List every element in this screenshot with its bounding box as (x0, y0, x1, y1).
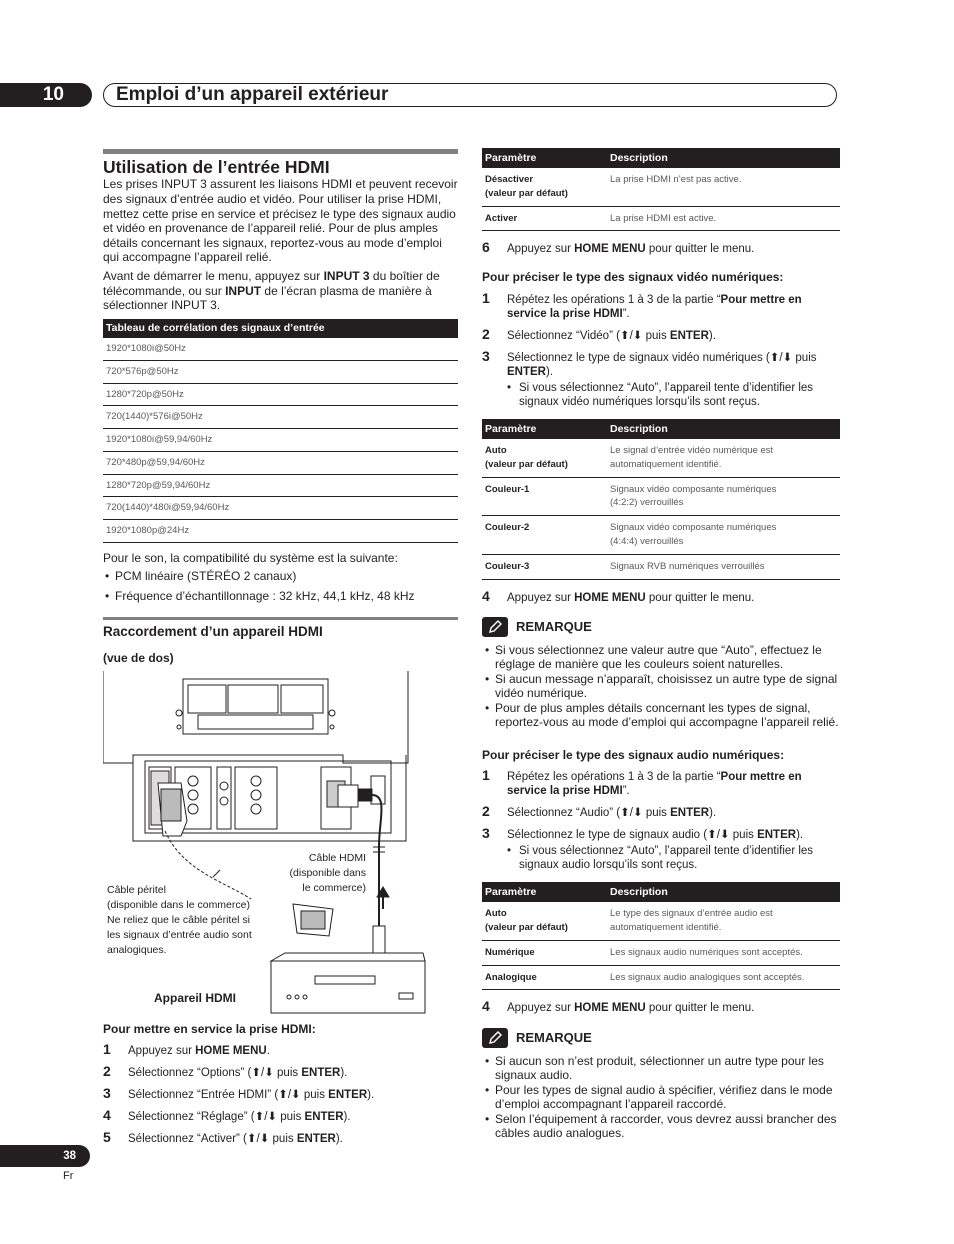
list-item: • Si aucun message n’apparaît, choisissez un autre type de signal vidéo numérique. (482, 672, 840, 700)
audio-step-3: 3 Sélectionnez le type de signaux audio (⬆/⬇ puis ENTER). (482, 825, 804, 842)
hdmi-device-label: Appareil HDMI (154, 990, 237, 1005)
list-item: • Pour de plus amples détails concernant les types de signal, reportez-vous au mode d’emploi qui accompagne l’appareil relié. (482, 701, 840, 729)
left-column (103, 147, 458, 1147)
step-2: 2 Sélectionnez “Options” (⬆/⬇ puis ENTER). (103, 1063, 348, 1080)
audio-steps-title: Pour préciser le type des signaux audio numériques: (482, 747, 785, 762)
audio-step-4: 4 Appuyez sur HOME MENU pour quitter le menu. (482, 998, 755, 1015)
video-signal-table: Paramètre Description Auto (valeur par défaut) Le signal d’entrée vidéo numérique est automatiquement identifié. Couleur-1 Signaux vidéo composante numériques (4:2:2) verrouillés Couleur-2 Signaux vidéo composante numériques (4:4:4) verrouillés Couleur-3 Signaux RVB numériques verrouillés (482, 419, 840, 579)
subsection-title: Raccordement d’un appareil HDMI (103, 624, 323, 640)
hdmi-setting-table: Paramètre Description Désactiver (valeur par défaut) La prise HDMI n’est pas active. Activer La prise HDMI est active. (482, 148, 840, 231)
arrow-up-down-icon: ⬆/⬇ (254, 1111, 278, 1124)
section-title: Utilisation de l’entrée HDMI (103, 157, 330, 177)
list-item: • Si vous sélectionnez une valeur autre que “Auto”, effectuez le réglage de manière que les couleurs soient naturelles. (482, 643, 840, 671)
table-row: Numérique Les signaux audio numériques sont acceptés. (482, 940, 840, 965)
table-row: 1280*720p@59,94/60Hz (103, 474, 458, 497)
table-row: Analogique Les signaux audio analogiques sont acceptés. (482, 965, 840, 990)
arrow-up-down-icon: ⬆/⬇ (246, 1133, 270, 1146)
list-item: • Fréquence d’échantillonnage : 32 kHz, 44,1 kHz, 48 kHz (103, 589, 458, 604)
note-pencil-icon (482, 1028, 508, 1048)
subsection-rule (103, 617, 458, 620)
sound-list (103, 569, 458, 603)
step-1: 1 Appuyez sur HOME MENU. (103, 1041, 270, 1058)
audio-notes (482, 1054, 840, 1141)
language-code: Fr (63, 1170, 74, 1182)
note-header: REMARQUE (482, 1028, 840, 1048)
audio-step-2: 2 Sélectionnez “Audio” (⬆/⬇ puis ENTER). (482, 803, 717, 820)
arrow-up-down-icon: ⬆/⬇ (620, 807, 643, 820)
table-row: Couleur-2 Signaux vidéo composante numériques (4:4:4) verrouillés (482, 516, 840, 555)
note-header: REMARQUE (482, 617, 840, 637)
video-step-3: 3 Sélectionnez le type de signaux vidéo numériques (⬆/⬇ puis ENTER). (482, 348, 817, 379)
intro-paragraph: Les prises INPUT 3 assurent les liaisons HDMI et peuvent recevoir des signaux d’entrée audio et vidéo. Pour utiliser la prise HDMI, mettez cette prise en service et précisez le type des signaux audio et vidéo en provenance de l’appareil relié. Pour de plus amples détails concernant les signaux, reportez-vous au mode d’emploi qui accompagne l’appareil relié. (103, 177, 458, 265)
video-notes (482, 643, 840, 730)
table-row: 1280*720p@50Hz (103, 383, 458, 406)
list-item: • Selon l’équipement à raccorder, vous devrez aussi brancher des câbles audio analogues. (482, 1112, 840, 1140)
step-4: 4 Sélectionnez “Réglage” (⬆/⬇ puis ENTER). (103, 1107, 351, 1124)
table-row: Activer La prise HDMI est active. (482, 206, 840, 231)
step-3: 3 Sélectionnez “Entrée HDMI” (⬆/⬇ puis ENTER). (103, 1085, 375, 1102)
scart-cable-label: Câble péritel (disponible dans le commerce) Ne reliez que le câble péritel si les signaux d’entrée audio sont analogiques. (107, 883, 252, 957)
video-step-1: 1 Répétez les opérations 1 à 3 de la partie “Pour mettre en service la prise HDMI”. (482, 290, 802, 321)
table-row: 1920*1080p@24Hz (103, 519, 458, 542)
audio-signal-table: Paramètre Description Auto (valeur par défaut) Le type des signaux d’entrée audio est automatiquement identifié. Numérique Les signaux audio numériques sont acceptés. Analogique Les signaux audio analogiques sont acceptés. (482, 882, 840, 990)
list-item: • PCM linéaire (STÉRÉO 2 canaux) (103, 569, 458, 584)
arrow-up-down-icon: ⬆/⬇ (278, 1089, 301, 1102)
arrow-up-down-icon: ⬆/⬇ (619, 330, 643, 343)
hdmi-cable-label: Câble HDMI (disponible dans le commerce) (289, 851, 366, 894)
video-step-4: 4 Appuyez sur HOME MENU pour quitter le menu. (482, 587, 755, 604)
step-6: 6 Appuyez sur HOME MENU pour quitter le menu. (482, 239, 755, 256)
video-step-2: 2 Sélectionnez “Vidéo” (⬆/⬇ puis ENTER). (482, 326, 716, 343)
chapter-number: 10 (0, 83, 92, 107)
table-row: 720*480p@59,94/60Hz (103, 451, 458, 474)
before-menu-paragraph: Avant de démarrer le menu, appuyez sur INPUT 3 du boîtier de télécommande, ou sur INPUT de l’écran plasma de manière à sélectionner INPUT 3. (103, 269, 440, 313)
arrow-up-down-icon: ⬆/⬇ (251, 1067, 274, 1080)
table-row: 1920*1080i@50Hz (103, 338, 458, 361)
table-row: Désactiver (valeur par défaut) La prise HDMI n’est pas active. (482, 168, 840, 206)
sound-intro: Pour le son, la compatibilité du système est la suivante: (103, 550, 398, 565)
enable-steps-title: Pour mettre en service la prise HDMI: (103, 1021, 316, 1036)
page-number: 38 (0, 1145, 90, 1167)
arrow-up-down-icon: ⬆/⬇ (707, 829, 730, 842)
table-row: Auto (valeur par défaut) Le signal d’entrée vidéo numérique est automatiquement identifié. (482, 439, 840, 477)
table-row: 720(1440)*576i@50Hz (103, 406, 458, 429)
table-row: Couleur-1 Signaux vidéo composante numériques (4:2:2) verrouillés (482, 477, 840, 516)
table-row: Couleur-3 Signaux RVB numériques verrouillés (482, 554, 840, 579)
connection-diagram (103, 671, 458, 1016)
connection-illustration (103, 671, 458, 1016)
note-pencil-icon (482, 617, 508, 637)
step-5: 5 Sélectionnez “Activer” (⬆/⬇ puis ENTER). (103, 1129, 343, 1146)
view-label: (vue de dos) (103, 650, 174, 665)
table-header: Tableau de corrélation des signaux d’entrée (103, 319, 458, 338)
video-step-3-note: • Si vous sélectionnez “Auto”, l’appareil tente d’identifier les signaux vidéo numériques lorsqu’ils sont reçus. (507, 382, 814, 409)
section-rule (103, 149, 458, 154)
chapter-title: Emploi d’un appareil extérieur (103, 83, 837, 107)
audio-step-1: 1 Répétez les opérations 1 à 3 de la partie “Pour mettre en service la prise HDMI”. (482, 767, 802, 798)
list-item: • Pour les types de signal audio à spécifier, vérifiez dans le mode d’emploi accompagnant l’appareil raccordé. (482, 1083, 840, 1111)
video-steps-title: Pour préciser le type des signaux vidéo numériques: (482, 270, 784, 285)
table-row: Auto (valeur par défaut) Le type des signaux d’entrée audio est automatiquement identifié. (482, 902, 840, 940)
table-row: 720*576p@50Hz (103, 361, 458, 384)
list-item: • Si aucun son n’est produit, sélectionner un autre type pour les signaux audio. (482, 1054, 840, 1082)
table-row: 720(1440)*480i@59,94/60Hz (103, 497, 458, 520)
signal-correlation-table (103, 319, 458, 543)
audio-step-3-note: • Si vous sélectionnez “Auto”, l’appareil tente d’identifier les signaux audio lorsqu’ils sont reçus. (507, 845, 814, 872)
right-column (482, 148, 840, 1141)
table-row: 1920*1080i@59,94/60Hz (103, 429, 458, 452)
arrow-up-down-icon: ⬆/⬇ (769, 352, 793, 365)
